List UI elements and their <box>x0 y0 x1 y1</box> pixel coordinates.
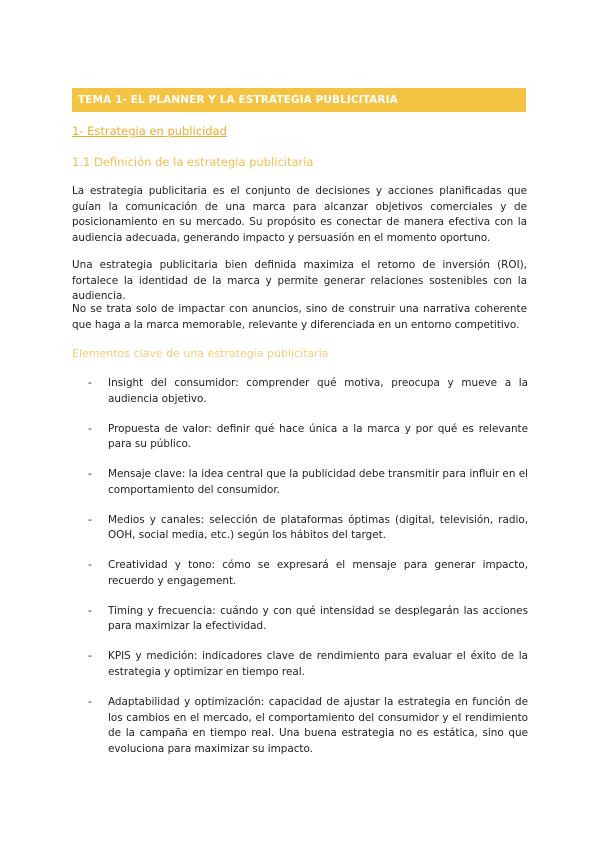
list-item-text: Timing y frecuencia: cuándo y con qué intensidad se desplegarán las acciones para maximizar la efectividad. <box>108 604 528 633</box>
list-item <box>88 649 528 680</box>
list-item <box>88 513 528 544</box>
list-item-text: Propuesta de valor: definir qué hace única a la marca y por qué es relevante para su público. <box>108 422 528 451</box>
list-item <box>88 376 528 407</box>
bullet-dash: - <box>88 604 92 617</box>
elements-heading: Elementos clave de una estrategia publicitaria <box>72 347 329 360</box>
list-item-text: Adaptabilidad y optimización: capacidad de ajustar la estrategia en función de los cambios en el mercado, el comportamiento del consumidor y el rendimiento de la campaña en tiempo real. Una buena estrategia no es estática, sino que evoluciona para maximizar su impacto. <box>108 696 528 755</box>
list-item-text: Insight del consumidor: comprender qué motiva, preocupa y mueve a la audiencia objetivo. <box>108 377 528 405</box>
list-item <box>88 604 528 635</box>
bullet-dash: - <box>88 650 92 663</box>
section-heading: 1- Estrategia en publicidad <box>72 124 227 138</box>
list-item-text: Medios y canales: selección de plataformas óptimas (digital, televisión, radio, OOH, social media, etc.) según los hábitos del target. <box>108 513 528 542</box>
subsection-heading: 1.1 Definición de la estrategia publicitaria <box>72 155 314 169</box>
paragraph-roi: Una estrategia publicitaria bien definida maximiza el retorno de inversión (ROI), fortalece la identidad de la marca y permite generar relaciones sostenibles con la audiencia. <box>72 259 527 303</box>
bullet-dash: - <box>88 513 92 526</box>
list-item <box>88 422 528 453</box>
bullet-dash: - <box>88 422 92 435</box>
list-item-text: Mensaje clave: la idea central que la publicidad debe transmitir para influir en el comportamiento del consumidor. <box>108 468 528 496</box>
paragraph-definition: La estrategia publicitaria es el conjunto de decisiones y acciones planificadas que guían la comunicación de una marca para alcanzar objetivos comerciales y de posicionamiento en su mercado. Su propósito es conectar de manera efectiva con la audiencia adecuada, generando impacto y persuasión en el momento oportuno. <box>72 185 527 244</box>
bullet-dash: - <box>88 696 92 709</box>
list-item <box>88 558 528 589</box>
list-item-text: Creatividad y tono: cómo se expresará el mensaje para generar impacto, recuerdo y engagement. <box>108 559 528 587</box>
key-elements-list <box>88 376 528 772</box>
chapter-banner: TEMA 1- EL PLANNER Y LA ESTRATEGIA PUBLICITARIA <box>72 88 526 112</box>
bullet-dash: - <box>88 468 92 481</box>
paragraph-narrative: No se trata solo de impactar con anuncios, sino de construir una narrativa coherente que haga a la marca memorable, relevante y diferenciada en un entorno competitivo. <box>72 303 527 331</box>
list-item <box>88 467 528 498</box>
bullet-dash: - <box>88 559 92 572</box>
list-item <box>88 695 528 757</box>
list-item-text: KPIS y medición: indicadores clave de rendimiento para evaluar el éxito de la estrategia y optimizar en tiempo real. <box>108 650 528 679</box>
bullet-dash: - <box>88 377 92 389</box>
